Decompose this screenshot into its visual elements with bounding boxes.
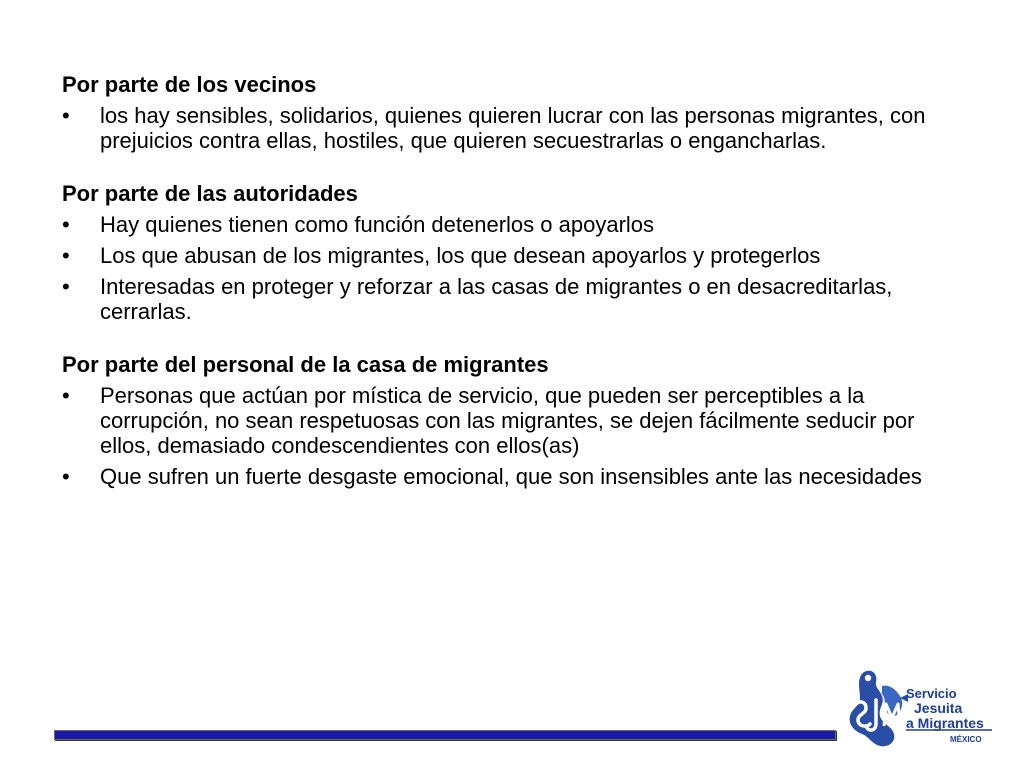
bullet-text: los hay sensibles, solidarios, quienes quieren lucrar con las personas migrantes, con prejuicios contra ellas, hostiles, que quieren secuestrarlas o engancharlas. [100, 103, 926, 153]
bullet-item [62, 274, 962, 324]
bullet-text: Interesadas en proteger y reforzar a las casas de migrantes o en desacreditarlas, cerrarlas. [100, 274, 893, 324]
logo-line-migrantes: a Migrantes [906, 715, 984, 731]
slide-content [62, 72, 962, 517]
section-neighbors [62, 72, 962, 153]
bullet-icon: • [62, 383, 70, 408]
logo-line-jesuita: Jesuita [914, 700, 963, 716]
section-authorities [62, 181, 962, 324]
bullet-text: Los que abusan de los migrantes, los que desean apoyarlos y protegerlos [100, 243, 821, 268]
bullet-icon: • [62, 212, 70, 237]
section-heading: Por parte de las autoridades [62, 181, 358, 206]
section-heading: Por parte de los vecinos [62, 72, 317, 97]
bullet-icon: • [62, 103, 70, 128]
bullet-item [62, 212, 962, 237]
bullet-item [62, 383, 962, 458]
logo-line-servicio: Servicio [906, 686, 957, 701]
bullet-item [62, 243, 962, 268]
bullet-item [62, 103, 962, 153]
bullet-item [62, 464, 962, 489]
section-staff [62, 352, 962, 489]
bullet-text: Personas que actúan por mística de servicio, que pueden ser perceptibles a la corrupción, no sean respetuosas con las migrantes, se dejen fácilmente seducir por ellos, demasiado condescendientes con ellos(as) [100, 383, 915, 458]
logo-text [906, 686, 984, 731]
footer-divider-bar [54, 730, 836, 740]
section-heading: Por parte del personal de la casa de migrantes [62, 352, 549, 377]
bullet-icon: • [62, 243, 70, 268]
bullet-icon: • [62, 274, 70, 299]
bullet-list [62, 212, 962, 324]
bullet-text: Que sufren un fuerte desgaste emocional, que son insensibles ante las necesidades [100, 464, 922, 489]
logo-country: MÉXICO [950, 735, 982, 744]
bullet-list [62, 383, 962, 489]
bullet-icon: • [62, 464, 70, 489]
bullet-text: Hay quienes tienen como función detenerlos o apoyarlos [100, 212, 655, 237]
bullet-list [62, 103, 962, 153]
